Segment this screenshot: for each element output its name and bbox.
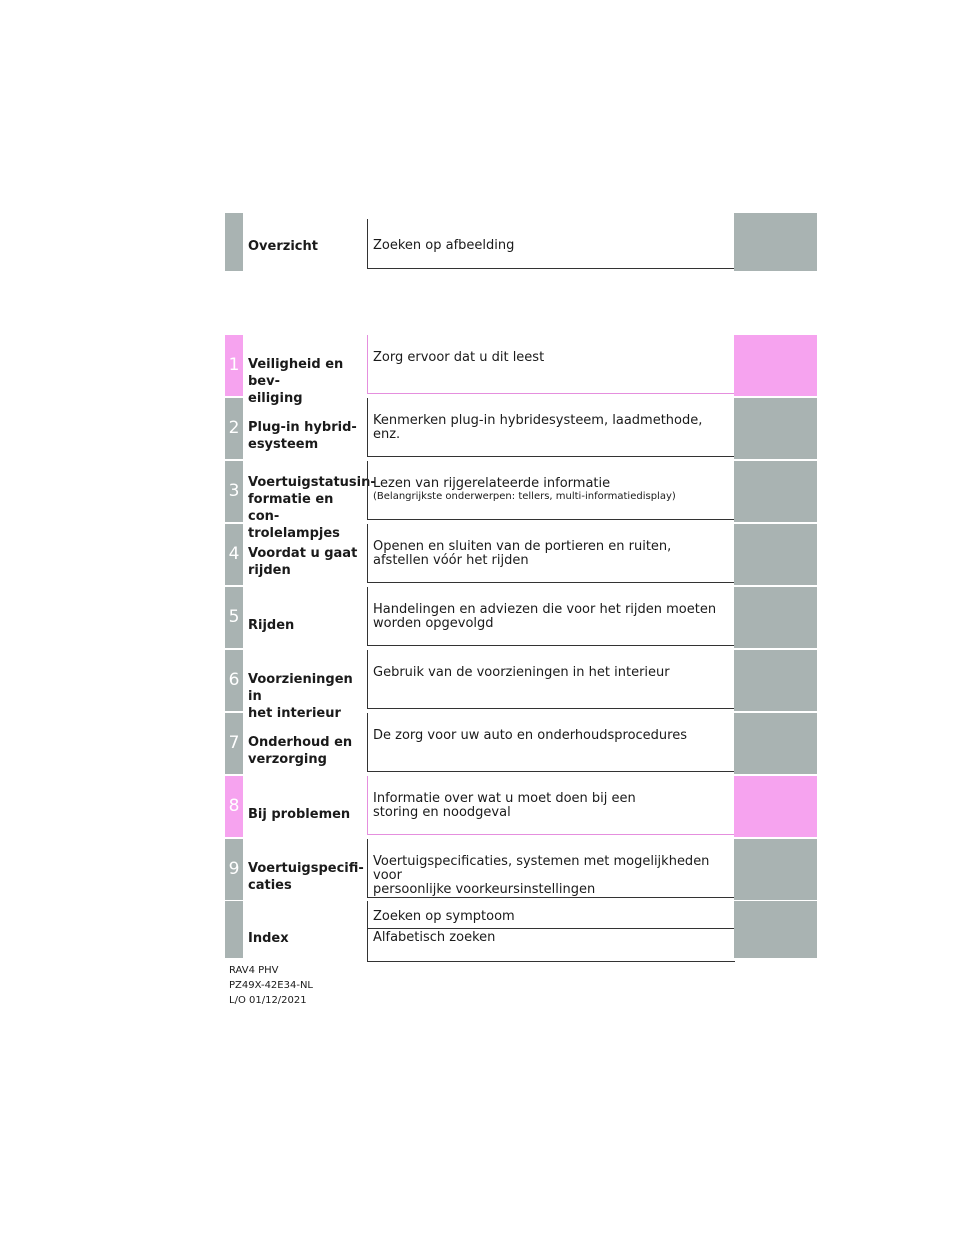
chapter-desc: [373, 603, 731, 631]
chapter-title-line: caties: [248, 878, 292, 893]
chapter-desc-line: Zorg ervoor dat u dit leest: [373, 350, 545, 365]
chapter-title-line: trolelampjes: [248, 526, 340, 541]
index-divider: [368, 928, 735, 929]
chapter-desc: [373, 792, 731, 820]
chapter-tab[interactable]: [734, 398, 817, 459]
chapter-row-7[interactable]: [225, 713, 817, 774]
chapter-desc-box: [367, 713, 735, 772]
chapter-title-line: esysteem: [248, 437, 319, 452]
chapter-tab[interactable]: [734, 650, 817, 711]
chapter-row-8[interactable]: [225, 776, 817, 837]
chapter-desc-box: [367, 335, 735, 394]
overview-desc: Zoeken op afbeelding: [373, 238, 515, 253]
index-desc-box: [367, 901, 735, 962]
chapter-row-3[interactable]: [225, 461, 817, 541]
index-item-symptom[interactable]: Zoeken op symptoom: [373, 909, 515, 924]
chapter-desc: [373, 666, 731, 680]
index-tab[interactable]: [734, 901, 817, 958]
chapter-desc-sub: (Belangrijkste onderwerpen: tellers, multi-informatiedisplay): [373, 491, 676, 502]
chapter-desc-line: Gebruik van de voorzieningen in het interieur: [373, 665, 670, 680]
chapter-tab[interactable]: [734, 587, 817, 648]
chapter-tab[interactable]: [734, 524, 817, 585]
chapter-title-line: het interieur: [248, 706, 341, 721]
footer: [229, 963, 313, 1008]
chapter-row-2[interactable]: [225, 398, 817, 459]
chapter-title-line: rijden: [248, 563, 291, 578]
chapter-desc-line: afstellen vóór het rijden: [373, 553, 529, 568]
index-title: Index: [248, 931, 289, 946]
chapter-number: 7: [228, 733, 240, 753]
overview-bar: [225, 213, 243, 271]
chapter-tab[interactable]: [734, 776, 817, 837]
chapter-number: 1: [228, 355, 240, 375]
chapter-number: 4: [228, 544, 240, 564]
chapter-number: 5: [228, 607, 240, 627]
chapter-desc: [373, 351, 731, 365]
chapter-number: 3: [228, 481, 240, 501]
chapter-title: [248, 860, 366, 894]
chapter-number: 9: [228, 859, 240, 879]
chapter-title: [248, 734, 366, 768]
chapter-title: [248, 545, 366, 579]
chapter-row-9[interactable]: [225, 839, 817, 900]
overview-tab[interactable]: [734, 213, 817, 271]
chapter-desc-line: Voertuigspecificaties, systemen met mogelijkheden voor: [373, 854, 710, 883]
chapter-title-line: verzorging: [248, 752, 327, 767]
chapter-title-line: Voertuigspecifi-: [248, 861, 364, 876]
chapter-tab[interactable]: [734, 461, 817, 522]
index-bar: [225, 901, 243, 958]
chapter-title-line: Bij problemen: [248, 807, 351, 822]
chapter-desc: [373, 414, 731, 442]
chapter-title-line: Veiligheid en bev-: [248, 357, 344, 389]
chapter-desc-box: [367, 461, 735, 520]
chapter-desc-line: Lezen van rijgerelateerde informatie: [373, 476, 611, 491]
chapter-desc: [373, 729, 731, 743]
chapter-desc-line: Handelingen en adviezen die voor het rijden moeten: [373, 602, 717, 617]
overview-row[interactable]: [225, 213, 817, 271]
overview-title: Overzicht: [248, 239, 318, 254]
chapter-title-line: Voertuigstatusin-: [248, 475, 376, 490]
index-row[interactable]: [225, 901, 817, 958]
chapter-desc-line: worden opgevolgd: [373, 616, 494, 631]
chapter-desc-line: De zorg voor uw auto en onderhoudsprocedures: [373, 728, 688, 743]
chapter-desc-box: [367, 524, 735, 583]
chapter-row-5[interactable]: [225, 587, 817, 648]
chapter-desc-line: Informatie over wat u moet doen bij een: [373, 791, 636, 806]
chapter-title-line: Onderhoud en: [248, 735, 353, 750]
chapter-desc-box: [367, 398, 735, 457]
chapter-tab[interactable]: [734, 335, 817, 396]
chapter-title: [248, 617, 366, 634]
chapter-title: [248, 806, 366, 823]
chapter-title-line: Rijden: [248, 618, 295, 633]
chapter-number: 8: [228, 796, 240, 816]
chapter-title-line: Plug-in hybrid-: [248, 420, 357, 435]
chapter-row-6[interactable]: [225, 650, 817, 721]
chapter-title-line: Voordat u gaat: [248, 546, 358, 561]
chapter-number: 6: [228, 670, 240, 690]
chapter-desc-box: [367, 839, 735, 898]
chapter-title: [248, 419, 366, 453]
chapter-row-4[interactable]: [225, 524, 817, 585]
chapter-number: 2: [228, 418, 240, 438]
index-item-alphabetic[interactable]: Alfabetisch zoeken: [373, 930, 496, 945]
chapter-row-1[interactable]: [225, 335, 817, 406]
chapter-desc: [373, 540, 731, 568]
chapter-desc: [373, 855, 731, 897]
chapter-desc-line: Openen en sluiten van de portieren en ruiten,: [373, 539, 672, 554]
footer-model: RAV4 PHV: [229, 965, 279, 976]
chapter-title-line: eiliging: [248, 391, 303, 406]
chapter-desc: [373, 477, 731, 503]
footer-date: L/O 01/12/2021: [229, 995, 307, 1006]
chapter-desc-line: persoonlijke voorkeursinstellingen: [373, 882, 596, 897]
chapter-title-line: Voorzieningen in: [248, 672, 353, 704]
overview-desc-box[interactable]: [367, 219, 735, 269]
footer-code: PZ49X-42E34-NL: [229, 980, 313, 991]
chapter-desc-line: storing en noodgeval: [373, 805, 511, 820]
chapter-desc-box: [367, 776, 735, 835]
chapter-desc-line: Kenmerken plug-in hybridesysteem, laadmethode, enz.: [373, 413, 703, 442]
chapter-desc-box: [367, 650, 735, 709]
chapter-title-line: formatie en con-: [248, 492, 334, 524]
chapter-desc-box: [367, 587, 735, 646]
chapter-tab[interactable]: [734, 839, 817, 900]
chapter-tab[interactable]: [734, 713, 817, 774]
